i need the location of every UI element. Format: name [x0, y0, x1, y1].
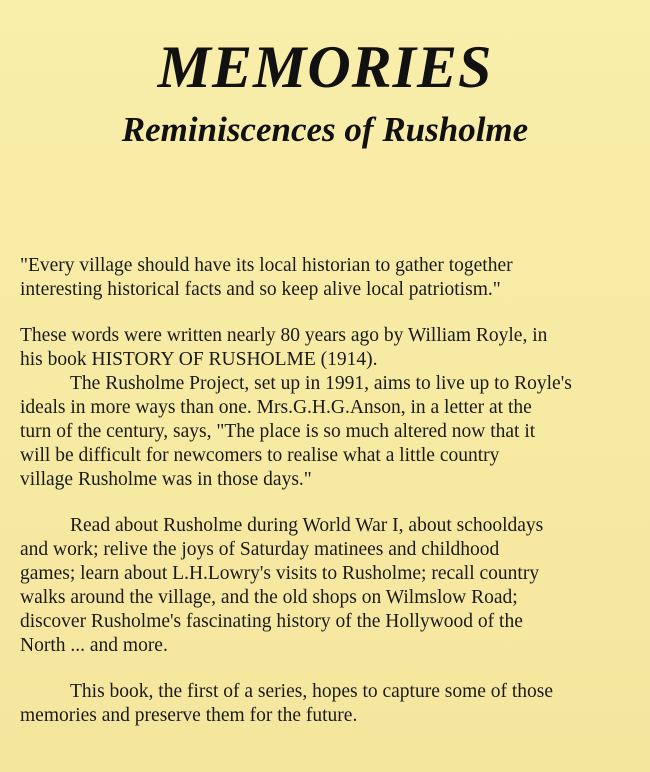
- paragraph-1-line-1: These words were written nearly 80 years ago by William Royle, in: [20, 325, 548, 346]
- page-title: MEMORIES: [157, 34, 493, 100]
- paragraph-2-line-3: turn of the century, says, "The place is so much altered now that it: [20, 421, 536, 442]
- paragraph-3-line-2: and work; relive the joys of Saturday matinees and childhood: [20, 539, 500, 560]
- paragraph-2-line-4: will be difficult for newcomers to realise what a little country: [20, 445, 500, 466]
- quote-line-2: interesting historical facts and so keep alive local patriotism.": [20, 279, 501, 300]
- paragraph-4-line-1: This book, the first of a series, hopes to capture some of those: [70, 681, 554, 702]
- paragraph-4-line-2: memories and preserve them for the future.: [20, 705, 358, 726]
- paragraph-1: [20, 324, 640, 372]
- paragraph-3-line-6: North ... and more.: [20, 635, 168, 656]
- paragraph-2-line-2: ideals in more ways than one. Mrs.G.H.G.Anson, in a letter at the: [20, 397, 532, 418]
- paragraph-3-line-1: Read about Rusholme during World War I, about schooldays: [70, 515, 544, 536]
- paragraph-3-line-5: discover Rusholme's fascinating history of the Hollywood of the: [20, 611, 523, 632]
- paragraph-3: [20, 514, 640, 658]
- paragraph-2-line-5: village Rusholme was in those days.": [20, 469, 312, 490]
- page-subtitle: Reminiscences of Rusholme: [121, 110, 529, 149]
- paragraph-3-line-4: walks around the village, and the old shops on Wilmslow Road;: [20, 587, 518, 608]
- quote-paragraph: [20, 254, 640, 302]
- paragraph-3-line-3: games; learn about L.H.Lowry's visits to Rusholme; recall country: [20, 563, 540, 584]
- cover-text: [20, 254, 640, 728]
- paragraph-4: [20, 680, 640, 728]
- paragraph-2: [20, 372, 640, 492]
- paragraph-2-line-1: The Rusholme Project, set up in 1991, aims to live up to Royle's: [70, 373, 572, 394]
- quote-line-1: "Every village should have its local historian to gather together: [20, 255, 513, 276]
- paragraph-1-line-2: his book HISTORY OF RUSHOLME (1914).: [20, 349, 378, 370]
